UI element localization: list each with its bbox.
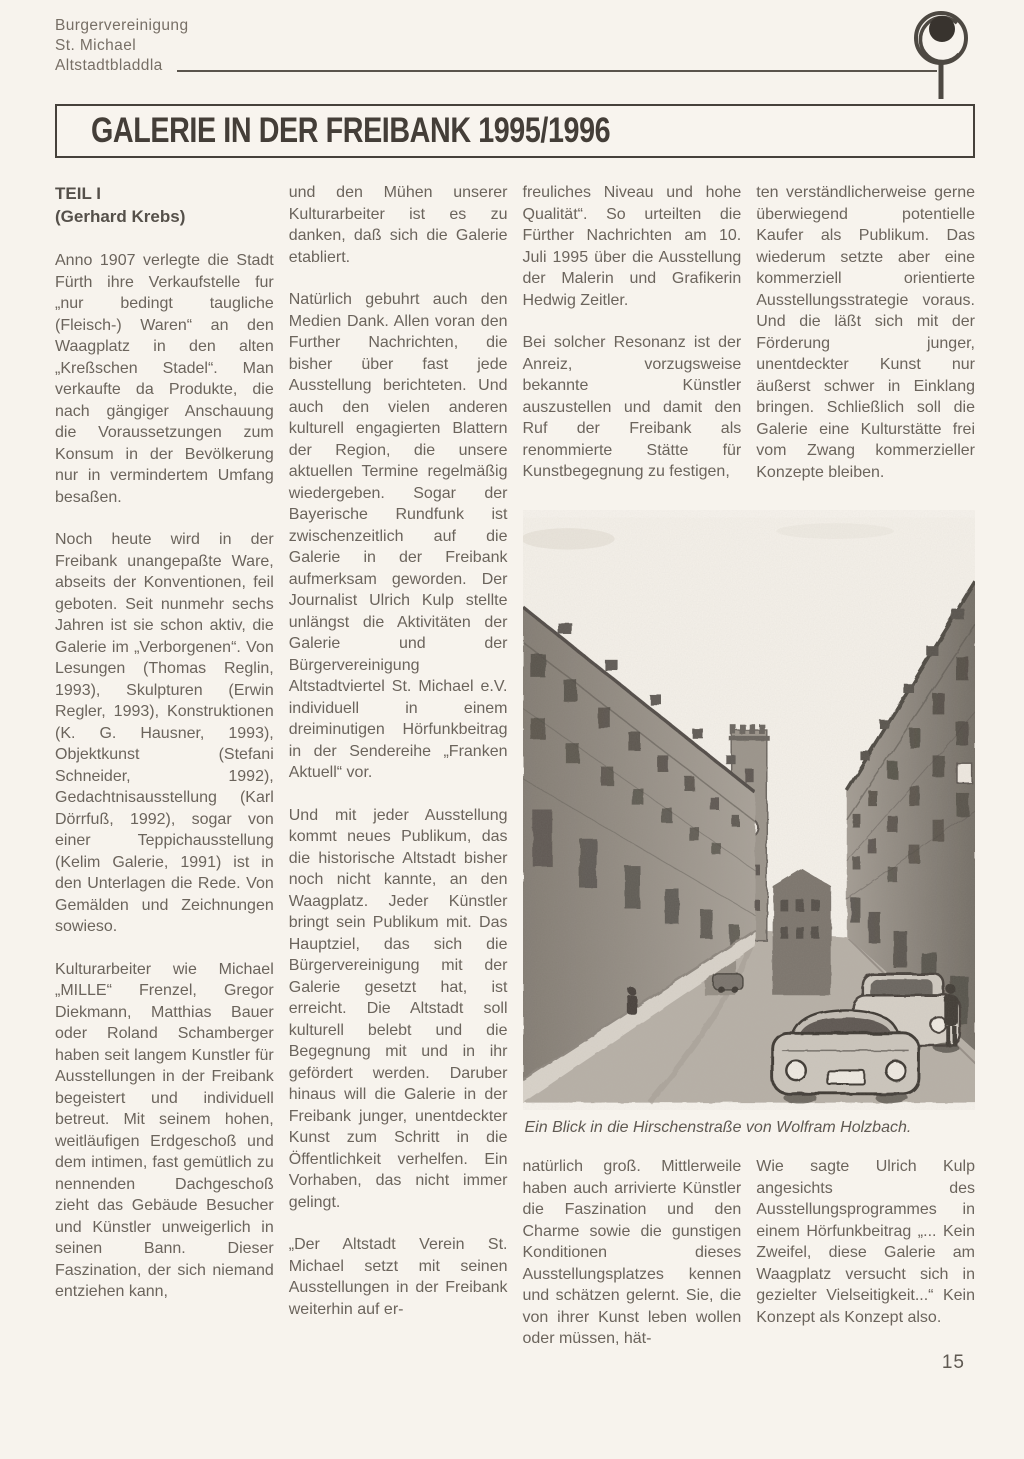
paragraph: Natürlich gebuhrt auch den Medien Dank. Allen voran den Further Nachrichten, die bisher über fast jede Ausstellung berichteten. Und auch den vielen anderen kulturell engagierten Blattern der Region, die unsere aktuellen Termine regelmäßig wiedergeben. Sogar der Bayerische Rundfunk ist zwischenzeitlich auf die Galerie in der Freibank aufmerksam geworden. Der Journalist Ulrich Kulp stellte unlängst die Aktivitäten der Galerie und der Bürgervereinigung Altstadtviertel St. Michael e.V. individuell in einem dreiminutigen Hörfunkbeitrag in der Sendereihe „Franken Aktuell“ vor. bbox=[288, 291, 508, 781]
column-1 bbox=[55, 182, 274, 1374]
masthead-rule bbox=[177, 70, 937, 72]
article-columns bbox=[55, 182, 975, 1374]
street-drawing-image bbox=[523, 510, 976, 1110]
club-emblem-icon bbox=[897, 8, 981, 104]
paragraph: Kulturarbeiter wie Michael „MILLE“ Frenzel, Gregor Diekmann, Matthias Bauer oder Roland Schamberger haben seit langem Kunstler für Ausstellungen in der Freibank begeistert und individuell betreut. Mit seinem hohen, weitläufigen Erdgeschoß und dem intimen, fast gemütlich zu nennenden Dachgeschoß zieht das Gebäude Besucher und Künstler unweigerlich in seinen Bann. Dieser Faszination, der sich niemand entziehen kann, bbox=[55, 960, 274, 1300]
figure-caption: Ein Blick in die Hirschenstraße von Wolfram Holzbach. bbox=[524, 1119, 912, 1136]
columns-3-4 bbox=[523, 182, 976, 1374]
paragraph: Bei solcher Resonanz ist der Anreiz, vorzugsweise bekannte Künstler auszustellen und damit den Ruf der Freibank als renommierte Stätte für Kunstbegegnung zu festigen, bbox=[522, 334, 742, 480]
page-title: GALERIE IN DER FREIBANK 1995/1996 bbox=[91, 111, 611, 150]
paragraph: ten verständlicherweise gerne überwiegend potentielle Kaufer als Publikum. Das wiederum setzte aber eine kommerziell orientierte Ausstellungsstrategie voraus. Und die läßt sich mit der Förderung junger, unentdeckter Kunst nur äußerst schwer in Einklang bringen. Schließlich soll die Galerie eine Kulturstätte frei vom Zwang kommerzieller Konzepte bleiben. bbox=[756, 184, 975, 481]
masthead-line-parish: St. Michael bbox=[55, 37, 137, 54]
lower-text-region bbox=[523, 1156, 976, 1374]
page-number: 15 bbox=[941, 1352, 965, 1373]
column-3-bottom bbox=[523, 1156, 742, 1374]
masthead-line-org: Burgervereinigung bbox=[55, 17, 189, 34]
masthead-line-title: Altstadtbladdla bbox=[55, 57, 163, 74]
paragraph: Wie sagte Ulrich Kulp angesichts des Ausstellungsprogrammes in einem Hörfunkbeitrag „... Kein Zweifel, diese Galerie am Waagplatz versucht sich in gezielter Vielseitigkeit...“ Kein Konzept als Konzept also. bbox=[756, 1158, 975, 1326]
paragraph: natürlich groß. Mittlerweile haben auch arrivierte Künstler die Faszination und den Charme sowie die gunstigen Konditionen dieses Ausstellungsplatzes kennen und schätzen gelernt. Sie, die von ihrer Kunst leben wollen oder müssen, hät- bbox=[522, 1158, 742, 1347]
paragraph: freuliches Niveau und hohe Qualität“. So urteilten die Fürther Nachrichten am 10. Juli 1995 über die Ausstellung der Malerin und Grafikerin Hedwig Zeitler. bbox=[522, 184, 742, 309]
street-figure bbox=[523, 510, 976, 1138]
upper-text-region bbox=[523, 182, 976, 504]
paragraph: Noch heute wird in der Freibank unangepaßte Ware, abseits der Konventionen, feil geboten. Seit nunmehr sechs Jahren ist sie schon aktiv, die Galerie im „Verborgenen“. Von Lesungen (Thomas Reglin, 1993), Skulpturen (Erwin Regler, 1993), Konstruktionen (K. G. Hausner, 1993), Objektkunst (Stefani Schneider, 1992), Gedachtnisausstellung (Karl Dörrfuß, 1992), sogar von einer Teppichausstellung (Kelim Galerie, 1991) ist in den Unterlagen die Rede. Von Gemälden und Zeichnungen sowieso. bbox=[55, 531, 274, 935]
paragraph: und den Mühen unserer Kulturarbeiter ist es zu danken, daß sich die Galerie etabliert. bbox=[288, 184, 508, 266]
headline-box bbox=[55, 104, 975, 158]
paragraph: Anno 1907 verlegte die Stadt Fürth ihre Verkaufstelle fur „nur bedingt taugliche (Fleisch-) Waren“ an den Waagplatz in den alten „Kreßschen Stadel“. Man verkaufte da Produkte, die nach gängiger Anschauung die Voraussetzungen zum Konsum in der Bevölkerung nur in vermindertem Umfang besaßen. bbox=[55, 252, 274, 506]
column-3-top bbox=[523, 182, 742, 504]
paragraph: „Der Altstadt Verein St. Michael setzt mit seinen Ausstellungen in der Freibank weiterhin auf er- bbox=[288, 1236, 508, 1318]
section-title: TEIL I bbox=[55, 184, 101, 203]
section-author: (Gerhard Krebs) bbox=[55, 207, 186, 226]
masthead-text bbox=[55, 16, 975, 76]
column-4-top bbox=[756, 182, 975, 504]
masthead-row bbox=[55, 56, 975, 76]
paragraph: Und mit jeder Ausstellung kommt neues Publikum, das die historische Altstadt bisher noch nicht kannte, an den Waagplatz. Jeder Künstler bringt sein Publikum mit. Das Hauptziel, das sich die Bürgervereinigung mit der Galerie gesetzt hat, ist erreicht. Die Altstadt soll kulturell belebt und die Begegnung mit und in ihr gefördert werden. Daruber hinaus will die Galerie in der Freibank junger, unentdeckter Kunst zum Schritt in die Öffentlichkeit verhelfen. Ein Vorhaben, das nicht immer gelingt. bbox=[288, 806, 508, 1211]
column-2 bbox=[289, 182, 508, 1374]
masthead bbox=[55, 16, 975, 92]
column-4-bottom bbox=[756, 1156, 975, 1374]
